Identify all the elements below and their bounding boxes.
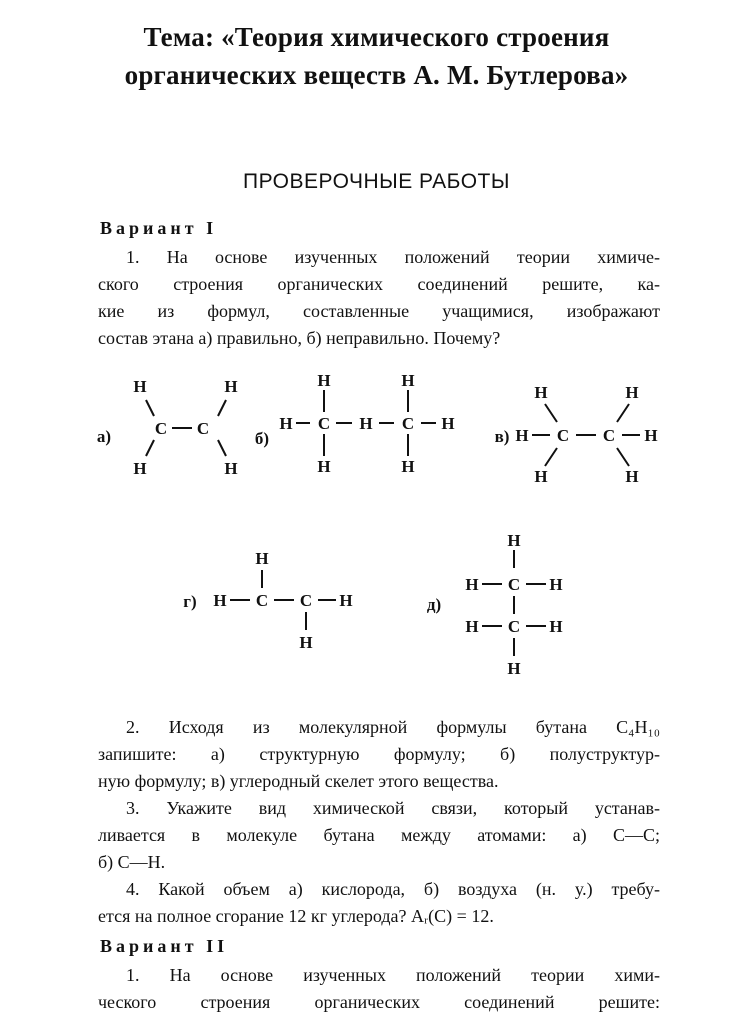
topic-title-line-1: Тема: «Теория химического строения [143, 22, 610, 52]
section-title: ПРОВЕРОЧНЫЕ РАБОТЫ [243, 170, 510, 193]
atom-h: H [401, 371, 415, 390]
atom-c: C [255, 591, 269, 610]
atom-h: H [515, 426, 529, 445]
question-2-line: 2. Исходя из молекулярной формулы бутана C₄H₁₀ [126, 717, 660, 737]
question-1-line: кие из формул, составленные учащимися, изображают [98, 301, 660, 321]
question-4-line: 4. Какой объем а) кислорода, б) воздуха (н. у.) требу- [126, 879, 660, 899]
question-2-line: ную формулу; в) углеродный скелет этого вещества. [98, 771, 499, 791]
variant-2-question-1-line: 1. На основе изученных положений теории хими- [126, 965, 660, 985]
variant-2-question-1-line: ческого строения органических соединений решите: [98, 992, 660, 1012]
formula-d-label: д) [426, 595, 442, 614]
atom-c: C [317, 414, 331, 433]
atom-h: H [224, 459, 238, 478]
atom-h: H [317, 457, 331, 476]
question-1-line: 1. На основе изученных положений теории химиче- [126, 247, 660, 267]
atom-c: C [401, 414, 415, 433]
atom-h: H [625, 383, 639, 402]
atom-c: C [196, 419, 210, 438]
atom-c: C [507, 617, 521, 636]
atom-c: C [602, 426, 616, 445]
atom-h: H [213, 591, 227, 610]
atom-h: H [133, 459, 147, 478]
atom-c: C [556, 426, 570, 445]
structural-formulas [0, 360, 753, 690]
topic-title-line-2: органических веществ А. М. Бутлерова» [124, 60, 629, 90]
question-3-line: 3. Укажите вид химической связи, который устанав- [126, 798, 660, 818]
atom-h: H [279, 414, 293, 433]
atom-h: H [317, 371, 331, 390]
atom-h: H [465, 617, 479, 636]
question-2 [98, 714, 660, 795]
question-4 [98, 876, 660, 930]
formula-g-label: г) [183, 592, 197, 611]
atom-h: H [255, 549, 269, 568]
atom-h: H [644, 426, 658, 445]
atom-c: C [299, 591, 313, 610]
formula-b-label: б) [254, 429, 270, 448]
atom-h: H [465, 575, 479, 594]
question-2-line: запишите: а) структурную формулу; б) полуструктур- [98, 744, 660, 764]
atom-h: H [549, 617, 563, 636]
formula-v-label: в) [494, 427, 510, 446]
atom-h: H [534, 467, 548, 486]
atom-h: H [224, 377, 238, 396]
formula-a-label: а) [96, 427, 112, 446]
atom-h: H [339, 591, 353, 610]
atom-h: H [359, 414, 373, 433]
variant-1-heading: Вариант I [100, 218, 218, 238]
atom-h: H [625, 467, 639, 486]
atom-h: H [549, 575, 563, 594]
question-3 [98, 795, 660, 876]
atom-h: H [133, 377, 147, 396]
atom-c: C [154, 419, 168, 438]
question-3-line: ливается в молекуле бутана между атомами: а) С—С; [98, 825, 660, 845]
atom-h: H [507, 659, 521, 678]
atom-h: H [401, 457, 415, 476]
question-1 [98, 244, 660, 352]
variant-2-heading: Вариант II [100, 936, 229, 956]
atom-h: H [534, 383, 548, 402]
question-3-line: б) С—Н. [98, 852, 166, 872]
atom-h: H [507, 531, 521, 550]
question-1-line: ского строения органических соединений решите, ка- [98, 274, 660, 294]
question-4-line: ется на полное сгорание 12 кг углерода? Aᵣ(C) = 12. [98, 906, 494, 926]
variant-2-question-1 [98, 962, 660, 1016]
atom-h: H [441, 414, 455, 433]
atom-c: C [507, 575, 521, 594]
atom-h: H [299, 633, 313, 652]
question-1-line: состав этана а) правильно, б) неправильно. Почему? [98, 328, 501, 348]
